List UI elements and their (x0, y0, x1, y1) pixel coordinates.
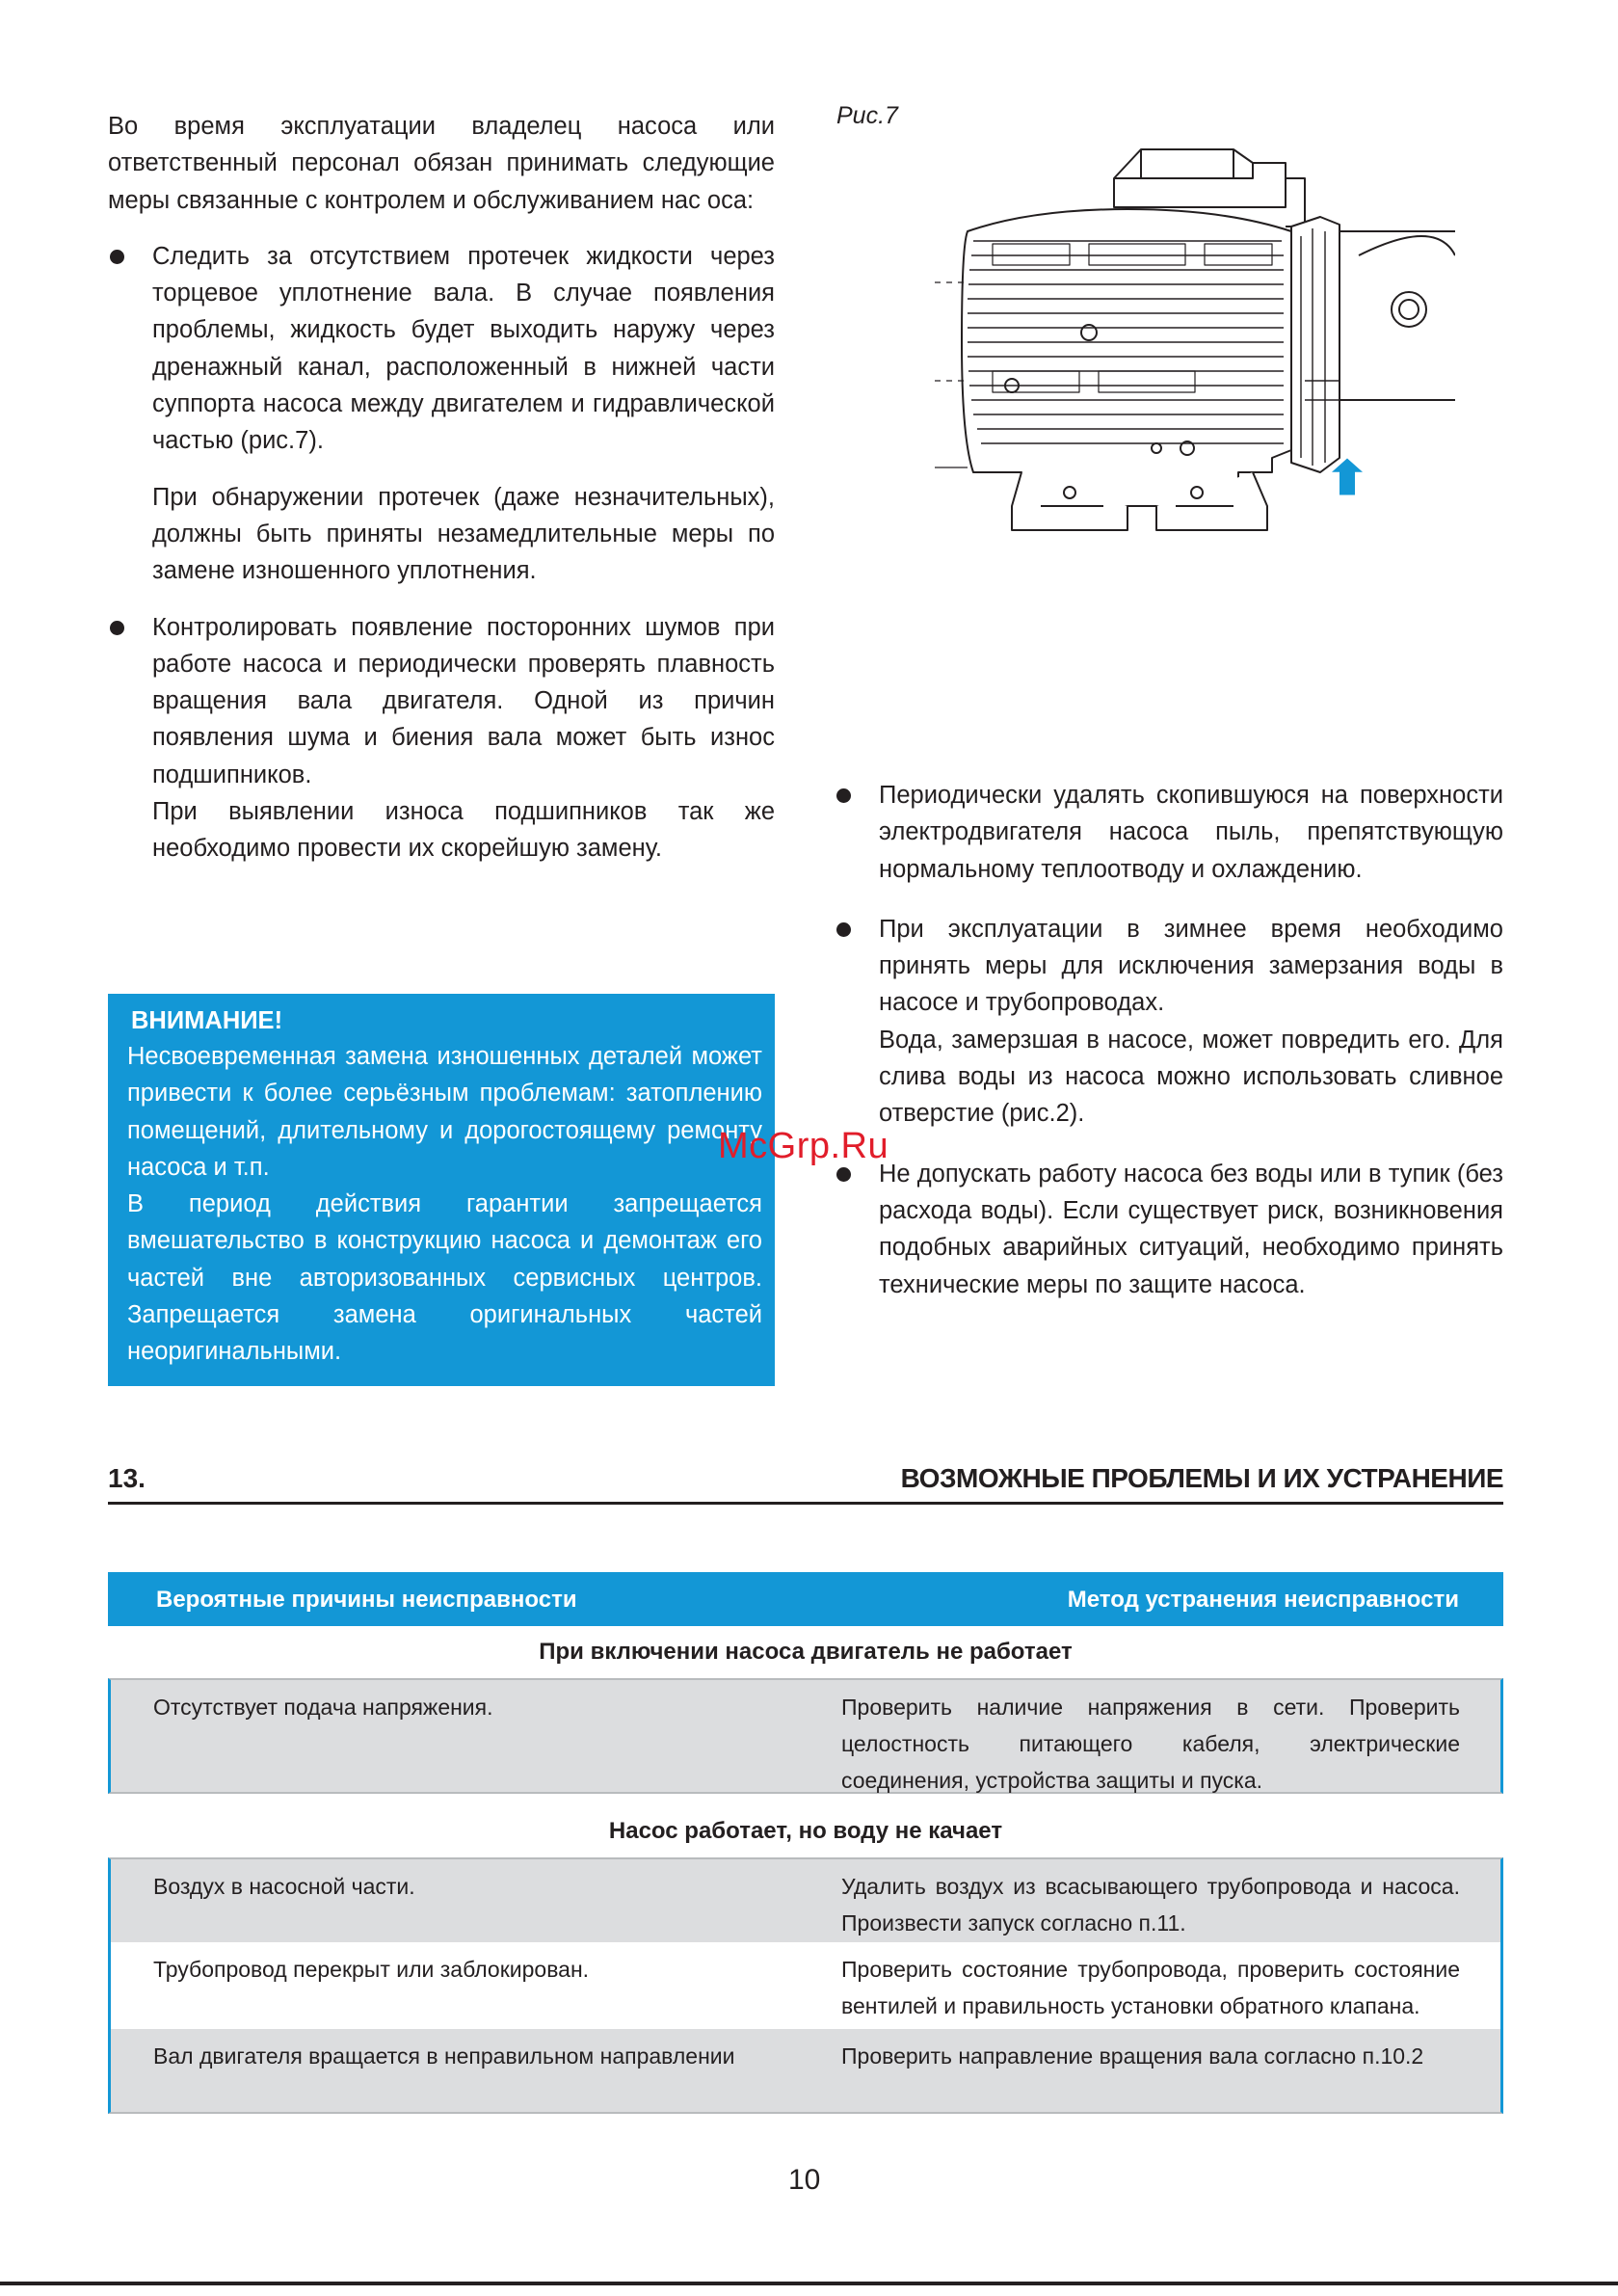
bullet-leak-note: При обнаружении протечек (даже незначительных), должны быть приняты незамедлительные меры по замене изношенного уплотнения. (152, 483, 775, 585)
group-body (108, 1678, 1503, 1794)
bullet-noise-note: При выявлении износа подшипников так же необходимо провести их скорейшую замену. (152, 798, 775, 863)
header-cause: Вероятные причины неисправности (156, 1587, 577, 1613)
right-column (835, 777, 1503, 1303)
row-cause: Вал двигателя вращается в неправильном направлении (153, 2043, 735, 2069)
row-fix: Проверить наличие напряжения в сети. Проверить целостность питающего кабеля, электрические соединения, устройства защиты и пуска. (841, 1695, 1460, 1793)
row-cause: Отсутствует подача напряжения. (153, 1695, 493, 1720)
table-row (111, 1859, 1500, 1942)
group-title-no-water: Насос работает, но воду не качает (608, 1818, 1003, 1844)
intro-paragraph: Во время эксплуатации владелец насоса или ответственный персонал обязан принимать следующие меры связанные с контролем и обслуживанием нас оса: (108, 113, 775, 214)
bullet-winter-note: Вода, замерзшая в насосе, может повредить его. Для слива воды из насоса можно использовать сливное отверстие (рис.2). (879, 1026, 1503, 1128)
section-title: ВОЗМОЖНЫЕ ПРОБЛЕМЫ И ИХ УСТРАНЕНИЕ (900, 1463, 1503, 1493)
section-number: 13. (108, 1463, 146, 1493)
section-heading (108, 1459, 1503, 1505)
warning-title: ВНИМАНИЕ! (131, 1007, 283, 1034)
group-title-motor-not-running: При включении насоса двигатель не работает (539, 1639, 1073, 1665)
pump-motor-figure (935, 140, 1455, 574)
flange-shape (1291, 217, 1339, 472)
row-fix: Удалить воздух из всасывающего трубопровода и насоса. Произвести запуск согласно п.11. (841, 1874, 1460, 1936)
watermark-text: McGrp.Ru (718, 1126, 889, 1166)
row-cause: Воздух в насосной части. (153, 1874, 415, 1899)
header-fix: Метод устранения неисправности (1067, 1587, 1459, 1613)
pump-housing-shape (1339, 231, 1455, 400)
left-column (108, 108, 775, 868)
figure-label: Рис.7 (836, 102, 898, 129)
row-cause: Трубопровод перекрыт или заблокирован. (153, 1957, 590, 1982)
table-row (111, 1942, 1500, 2029)
drain-arrow-icon (1332, 459, 1363, 495)
bullet-dry-run: Не допускать работу насоса без воды или в тупик (без расхода воды). Если существует риск, возникновения подобных аварийных ситуаций, необходимо принять технические меры по защите насоса. (835, 1156, 1503, 1303)
warning-box (108, 994, 775, 1386)
bullet-dust-removal: Периодически удалять скопившуюся на поверхности электродвигателя насоса пыль, препятствующую нормальному теплоотводу и охлаждению. (835, 777, 1503, 888)
motor-body-shape (962, 209, 1291, 506)
table-row (111, 1680, 1500, 1792)
page-number: 10 (788, 2164, 821, 2196)
warning-text-1: Несвоевременная замена изношенных деталей может привести к более серьёзным проблемам: затоплению помещений, длительному и дорогостоящему ремонту насоса и т.п. (127, 1043, 762, 1181)
table-header (108, 1572, 1503, 1626)
bullet-leak-check: Следить за отсутствием протечек жидкости через торцевое уплотнение вала. В случае появления проблемы, жидкость будет выходить наружу через дренажный канал, расположенный в нижней части суппорта насоса между двигателем и гидравлической частью (рис.7). (108, 238, 775, 460)
bottom-rule (0, 2282, 1618, 2285)
bullet-winter-operation: При эксплуатации в зимнее время необходимо принять меры для исключения замерзания воды в насосе и трубопроводах. (835, 911, 1503, 1022)
bullet-noise-check: Контролировать появление посторонних шумов при работе насоса и периодически проверять плавность вращения вала двигателя. Одной из причин появления шума и биения вала может быть износ подшипников. (108, 609, 775, 793)
table-row (111, 2029, 1500, 2112)
warning-text-2: В период действия гарантии запрещается вмешательство в конструкцию насоса и демонтаж его частей вне авторизованных сервисных центров. Запрещается замена оригинальных частей неоригинальными. (127, 1190, 762, 1366)
drain-plug (1392, 292, 1426, 327)
troubleshooting-table (108, 1572, 1503, 2114)
row-fix: Проверить состояние трубопровода, проверить состояние вентилей и правильность установки обратного клапана. (841, 1957, 1460, 2018)
row-fix: Проверить направление вращения вала согласно п.10.2 (841, 2043, 1424, 2069)
group-body (108, 1857, 1503, 2114)
